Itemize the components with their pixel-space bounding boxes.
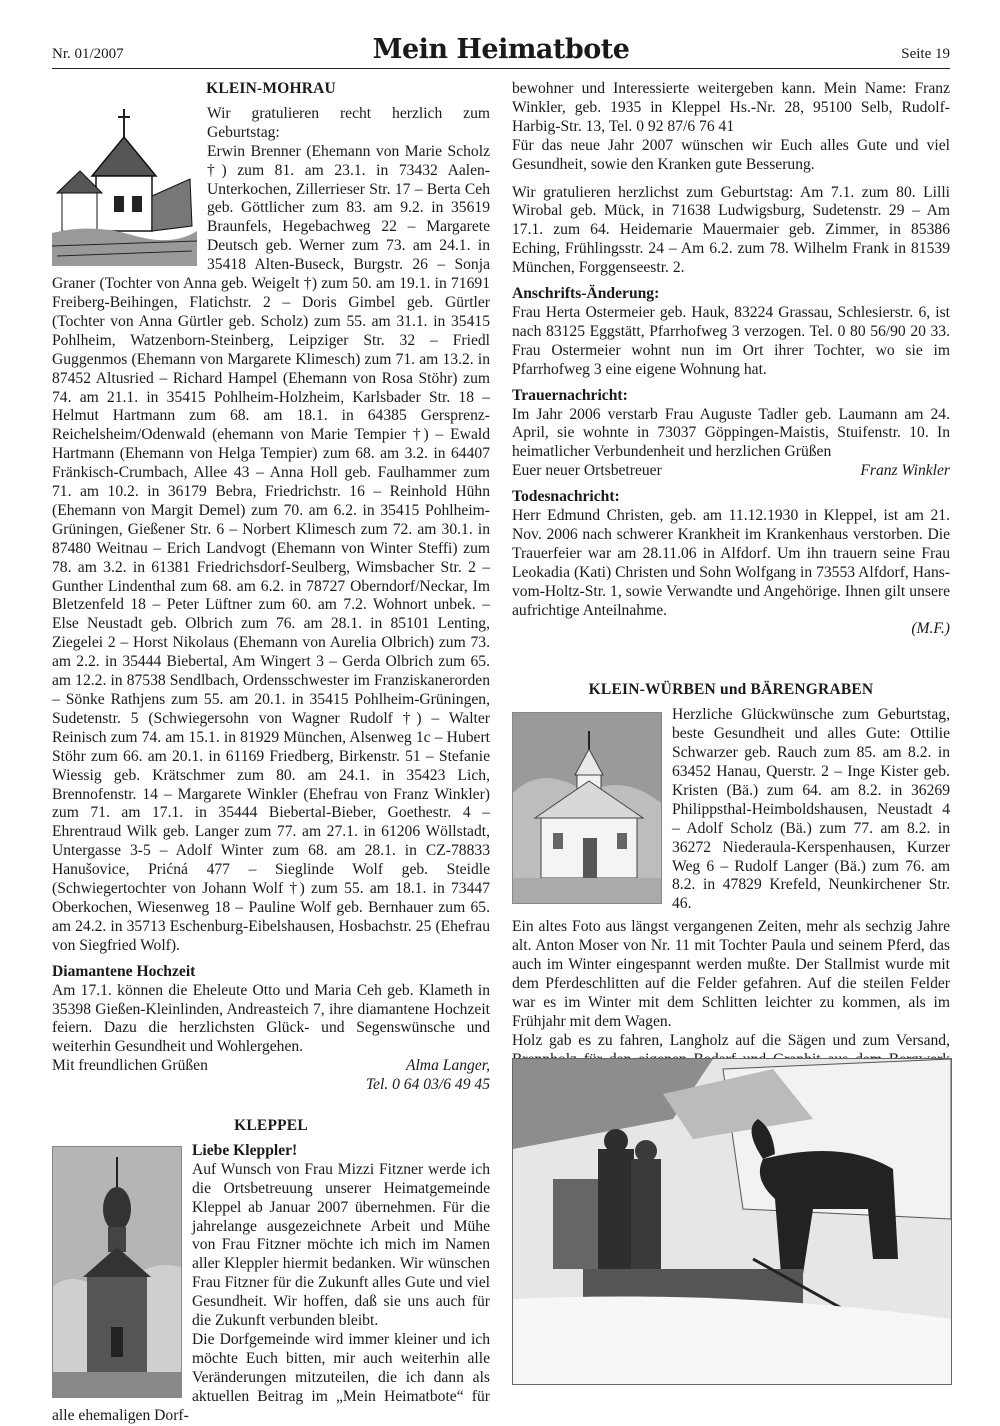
greeting: Mit freundlichen Grüßen	[52, 1057, 208, 1075]
mourning-sign-right: Franz Winkler	[860, 462, 950, 480]
diamond-wedding-text: Am 17.1. können die Eheleute Otto und Maria Ceh geb. Klameth in 35398 Gießen-Kleinlinden, Andreasteich 7, ihre diamantene Hochzeit feiern. Dazu die herzlichsten Glück- und Segenswünsche und weiterhin Gesundheit und Wohlergehen.	[52, 981, 490, 1056]
kleppel-birthdays: Wir gratulieren herzlichst zum Geburtstag: Am 7.1. zum 80. Lilli Wirobal geb. Mück, in 71638 Ludwigsburg, Sudetenstr. 29 – Am 17.1. zum 64. Heidemarie Mauermaier geb. Zimmer, in 85386 Eching, Frühlingsstr. 24 – Am 6.2. zum 78. Wilhelm Frank in 81539 München, Forggenseestr. 2.	[512, 183, 950, 277]
issue-number: Nr. 01/2007	[52, 46, 124, 62]
kleppel-text-3: bewohner und Interessierte weitergeben kann. Mein Name: Franz Winkler, geb. 1935 in Kleppel Hs.-Nr. 28, 95100 Selb, Rudolf-Harbig-Str. 13, Tel. 0 92 87/6 76 41	[512, 80, 950, 135]
mourning-heading: Trauernachricht:	[512, 386, 628, 404]
church-sketch-icon	[52, 101, 197, 266]
diamond-wedding-heading: Diamantene Hochzeit	[52, 962, 196, 980]
section-title-klein-mohrau: KLEIN-MOHRAU	[206, 80, 336, 97]
right-column	[512, 80, 950, 1107]
sign-phone: Tel. 0 64 03/6 49 45	[365, 1076, 490, 1094]
klein-wuerben-photo-story: Ein altes Foto aus längst vergangenen Zeiten, mehr als sechzig Jahre alt. Anton Moser von Nr. 11 mit Tochter Paula und seinem Pferd, das auch im Winter eingespannt werden mußte. Der Stallmist wurde mit dem Pferdeschlitten auf die Felder gefahren. Auf die steilen Felder war es im Winter mit dem Schlitten leichter zu kommen, als im Frühjahr mit dem Wagen.	[512, 918, 950, 1030]
death-notice-sign: (M.F.)	[911, 620, 950, 638]
left-column	[52, 80, 490, 1426]
address-change-heading: Anschrifts-Änderung:	[512, 285, 660, 303]
klein-mohrau-birthdays: Erwin Brenner (Ehemann von Marie Scholz †) zum 81. am 23.1. in 73432 Aalen-Unterkochen, Zillerrieser Str. 17 – Berta Ceh geb. Göttlicher zum 83. am 9.2. in 35619 Braunfels, Hegebachweg 22 – Margarete Deutsch geb. Werner zum 73. am 24.1. in 35418 Alten-Buseck, Burgstr. 26 – Sonja Graner (Tochter von Anna geb. Weigelt †) zum 50. am 19.1. in 71691 Freiberg-Beihingen, Flatichstr. 2 – Doris Gimbel geb. Gürtler (Tochter von Anna Gürtler geb. Scholz) zum 55. am 31.1. in 35415 Pohlheim, Watzenborn-Steinberg, Leipziger Str. 32 – Friedl Guggenmos (Ehemann von Margarete Klimesch) zum 71. am 13.2. in 87452 Altusried – Richard Hampel (Ehemann von Rosa Stöhr) zum 74. am 21.1. in 35415 Pohlheim-Holzheim, Karlsbader Str. 18 – Helmut Hartmann zum 68. am 18.1. in 64385 Gersprenz-Reichelsheim/Odenwald (ehemann von Marie Tempier †) – Ewald Hartmann (Ehemann von Helga Tempier) zum 68. am 3.2. in 64407 Fränkisch-Crumbach, Allee 43 – Anna Holl geb. Faulhammer zum 71. am 10.2. in 36179 Bebra, Friedrichstr. 16 – Reinhold Hühn (Ehemann von Margit Demel) zum 70. am 6.2. in 35415 Pohlheim-Grüningen, Gießener Str. 6 – Norbert Klimesch zum 72. am 30.1. in 87480 Weitnau – Erich Landvogt (Ehemann von Winter Steffi) zum 78. am 3.2. in 61381 Friedrichsdorf-Seulberg, Wimsbacher Str. 2 – Gunther Lindenthal zum 68. am 6.2. in 78727 Oberndorf/Neckar, Im Bletzenfeld 18 – Peter Lüftner zum 60. am 7.2. Wohnort unbek. – Else Neustadt geb. Olbrich zum 76. am 28.1. in 85101 Lenting, Ziegelei 2 – Horst Nikolaus (Ehemann von Aurelia Olbrich) zum 73. am 2.2. in 35444 Biebertal, Am Wingert 3 – Gerda Olbrich zum 65. am 12.2. in 87538 Sendlbach, Ordensschwester im Franziskanerorden – Sönke Rathjens zum 55. am 20.1. in 35415 Pohlheim-Grüningen, Sudetenstr. 5 (Schwiegersohn von Wagner Rudolf †) – Walter Reinisch zum 74. am 15.1. in 81929 München, Alsenweg 1c – Hubert Stöhr zum 66. am 20.1. in 61169 Friedberg, Birkenstr. 51 – Stefanie Wiessig geb. Krätschmer zum 80. am 24.1. in 35423 Lich, Brennofenstr. 14 – Margarete Winkler (Ehefrau von Franz Winkler) zum 71. am 17.1. in 35444 Biebertal-Bieber, Goethestr. 4 – Ehrentraud Wilk geb. Langer zum 77. am 27.1. in 61206 Wöllstadt, Untergasse 3-5 – Adolf Winter zum 68. am 28.1. in CZ-78833 Hanušovice, Prićná 477 – Sieglinde Wolf geb. Steidle (Schwiegertochter von Johann Wolf †) zum 55. am 18.1. in 73447 Oberkochen, Wiesenweg 18 – Pauline Wolf geb. Bernhauer zum 65. am 24.2. in 35713 Eschenburg-Eibelshausen, Hosbachstr. 25 (Ehefrau von Siegfried Wolf).	[52, 142, 490, 954]
masthead-title: Mein Heimatbote	[372, 34, 630, 65]
page-header	[52, 34, 950, 69]
klein-mohrau-intro: Wir gratulieren recht herzlich zum Geburtstag:	[207, 104, 490, 141]
mourning-sign-left: Euer neuer Ortsbetreuer	[512, 462, 662, 480]
klein-wuerben-wood-story: Holz gab es zu fahren, Langholz auf die Sägen und zum Versand,	[512, 1031, 950, 1049]
mourning-signature	[512, 462, 950, 481]
klein-mohrau-signature	[52, 1057, 490, 1076]
kleppel-text-4: Für das neue Jahr 2007 wünschen wir Euch alles Gute und viel Gesundheit, sowie den Kranken gute Besserung.	[512, 136, 950, 173]
kleppel-salutation: Liebe Kleppler!	[192, 1141, 298, 1159]
mourning-text: Im Jahr 2006 verstarb Frau Auguste Tadler geb. Laumann am 24. April, sie wohnte in 73037 Göppingen-Maistis, Stuifenstr. 10. In heimatlicher Verbundenheit und herzlichen Grüßen	[512, 405, 950, 461]
page-number: Seite 19	[901, 46, 950, 62]
death-notice-text: Herr Edmund Christen, geb. am 11.12.1930 in Kleppel, ist am 21. Nov. 2006 nach schwerer Krankheit im Krankenhaus verstorben. Die Trauerfeier war am 28.11.06 in Alfdorf. Um ihn trauern seine Frau Leokadia (Kati) Christen und Sohn Wolfgang in 73553 Alfdorf, Hans-vom-Holtz-Str. 1, sowie Verwandte und Angehörige. Ihnen gilt unsere aufrichtige Anteilnahme.	[512, 507, 950, 619]
address-change-text: Frau Herta Ostermeier geb. Hauk, 83224 Grassau, Schlesierstr. 6, ist nach 83125 Eggstätt, Pfarrhofweg 3 verzogen. Tel. 0 80 56/90 20 33. Frau Ostermeier wohnt nun im Ort ihrer Tochter, wo sie im Pfarrhofweg 3 eine eigene Wohnung hat.	[512, 303, 950, 378]
klein-wuerben-birthdays: Herzliche Glückwünsche zum Geburtstag, beste Gesundheit und alles Gute: Ottilie Schwarzer geb. Rauch zum 85. am 8.2. in 63452 Hanau, Querstr. 2 – Inge Kister geb. Kristen (Bä.) zum 64. am 8.2. in 36269 Philippsthal-Heimboldshausen, Neustadt 4 – Adolf Scholz (Bä.) zum 77. am 8.2. in 36272 Niederaula-Kerspenhausen, Kurzer Weg 6 – Rudolf Langer (Bä.) zum 76. am 8.2. in 47829 Krefeld, Neunkirchener Str. 46.	[672, 706, 950, 913]
section-title-klein-wuerben: KLEIN-WÜRBEN und BÄRENGRABEN	[588, 681, 874, 699]
chapel-photo	[512, 712, 662, 904]
section-title-kleppel: KLEPPEL	[234, 1117, 308, 1135]
wooden-tower-photo	[52, 1146, 182, 1398]
horse-sleigh-photo	[512, 1058, 952, 1385]
sign-name: Alma Langer,	[405, 1057, 490, 1075]
death-notice-heading: Todesnachricht:	[512, 488, 620, 506]
kleppel-text-1: Auf Wunsch von Frau Mizzi Fitzner werde ich die Ortsbetreuung unserer Heimatgemeinde Kleppel ab Januar 2007 übernehmen. Für die jahrelange ausgezeichnete Arbeit und Mühe von Frau Fitzner möchte ich mich im Namen aller Kleppler hiermit bedanken. Wir wünschen Frau Fitzner für die Zukunft alles Gute und viel Gesundheit. Wir hoffen, daß sie uns auch für die Zukunft verbunden bleibt.	[192, 1160, 490, 1330]
kleppel-text-2: Die Dorfgemeinde wird immer kleiner und ich möchte Euch bitten, mir auch weiterhin alle Veränderungen mitzuteilen, die ich dann als aktuellen Beitrag im „Mein Heimatbote“ für alle ehemaligen Dorf-	[52, 1331, 490, 1424]
